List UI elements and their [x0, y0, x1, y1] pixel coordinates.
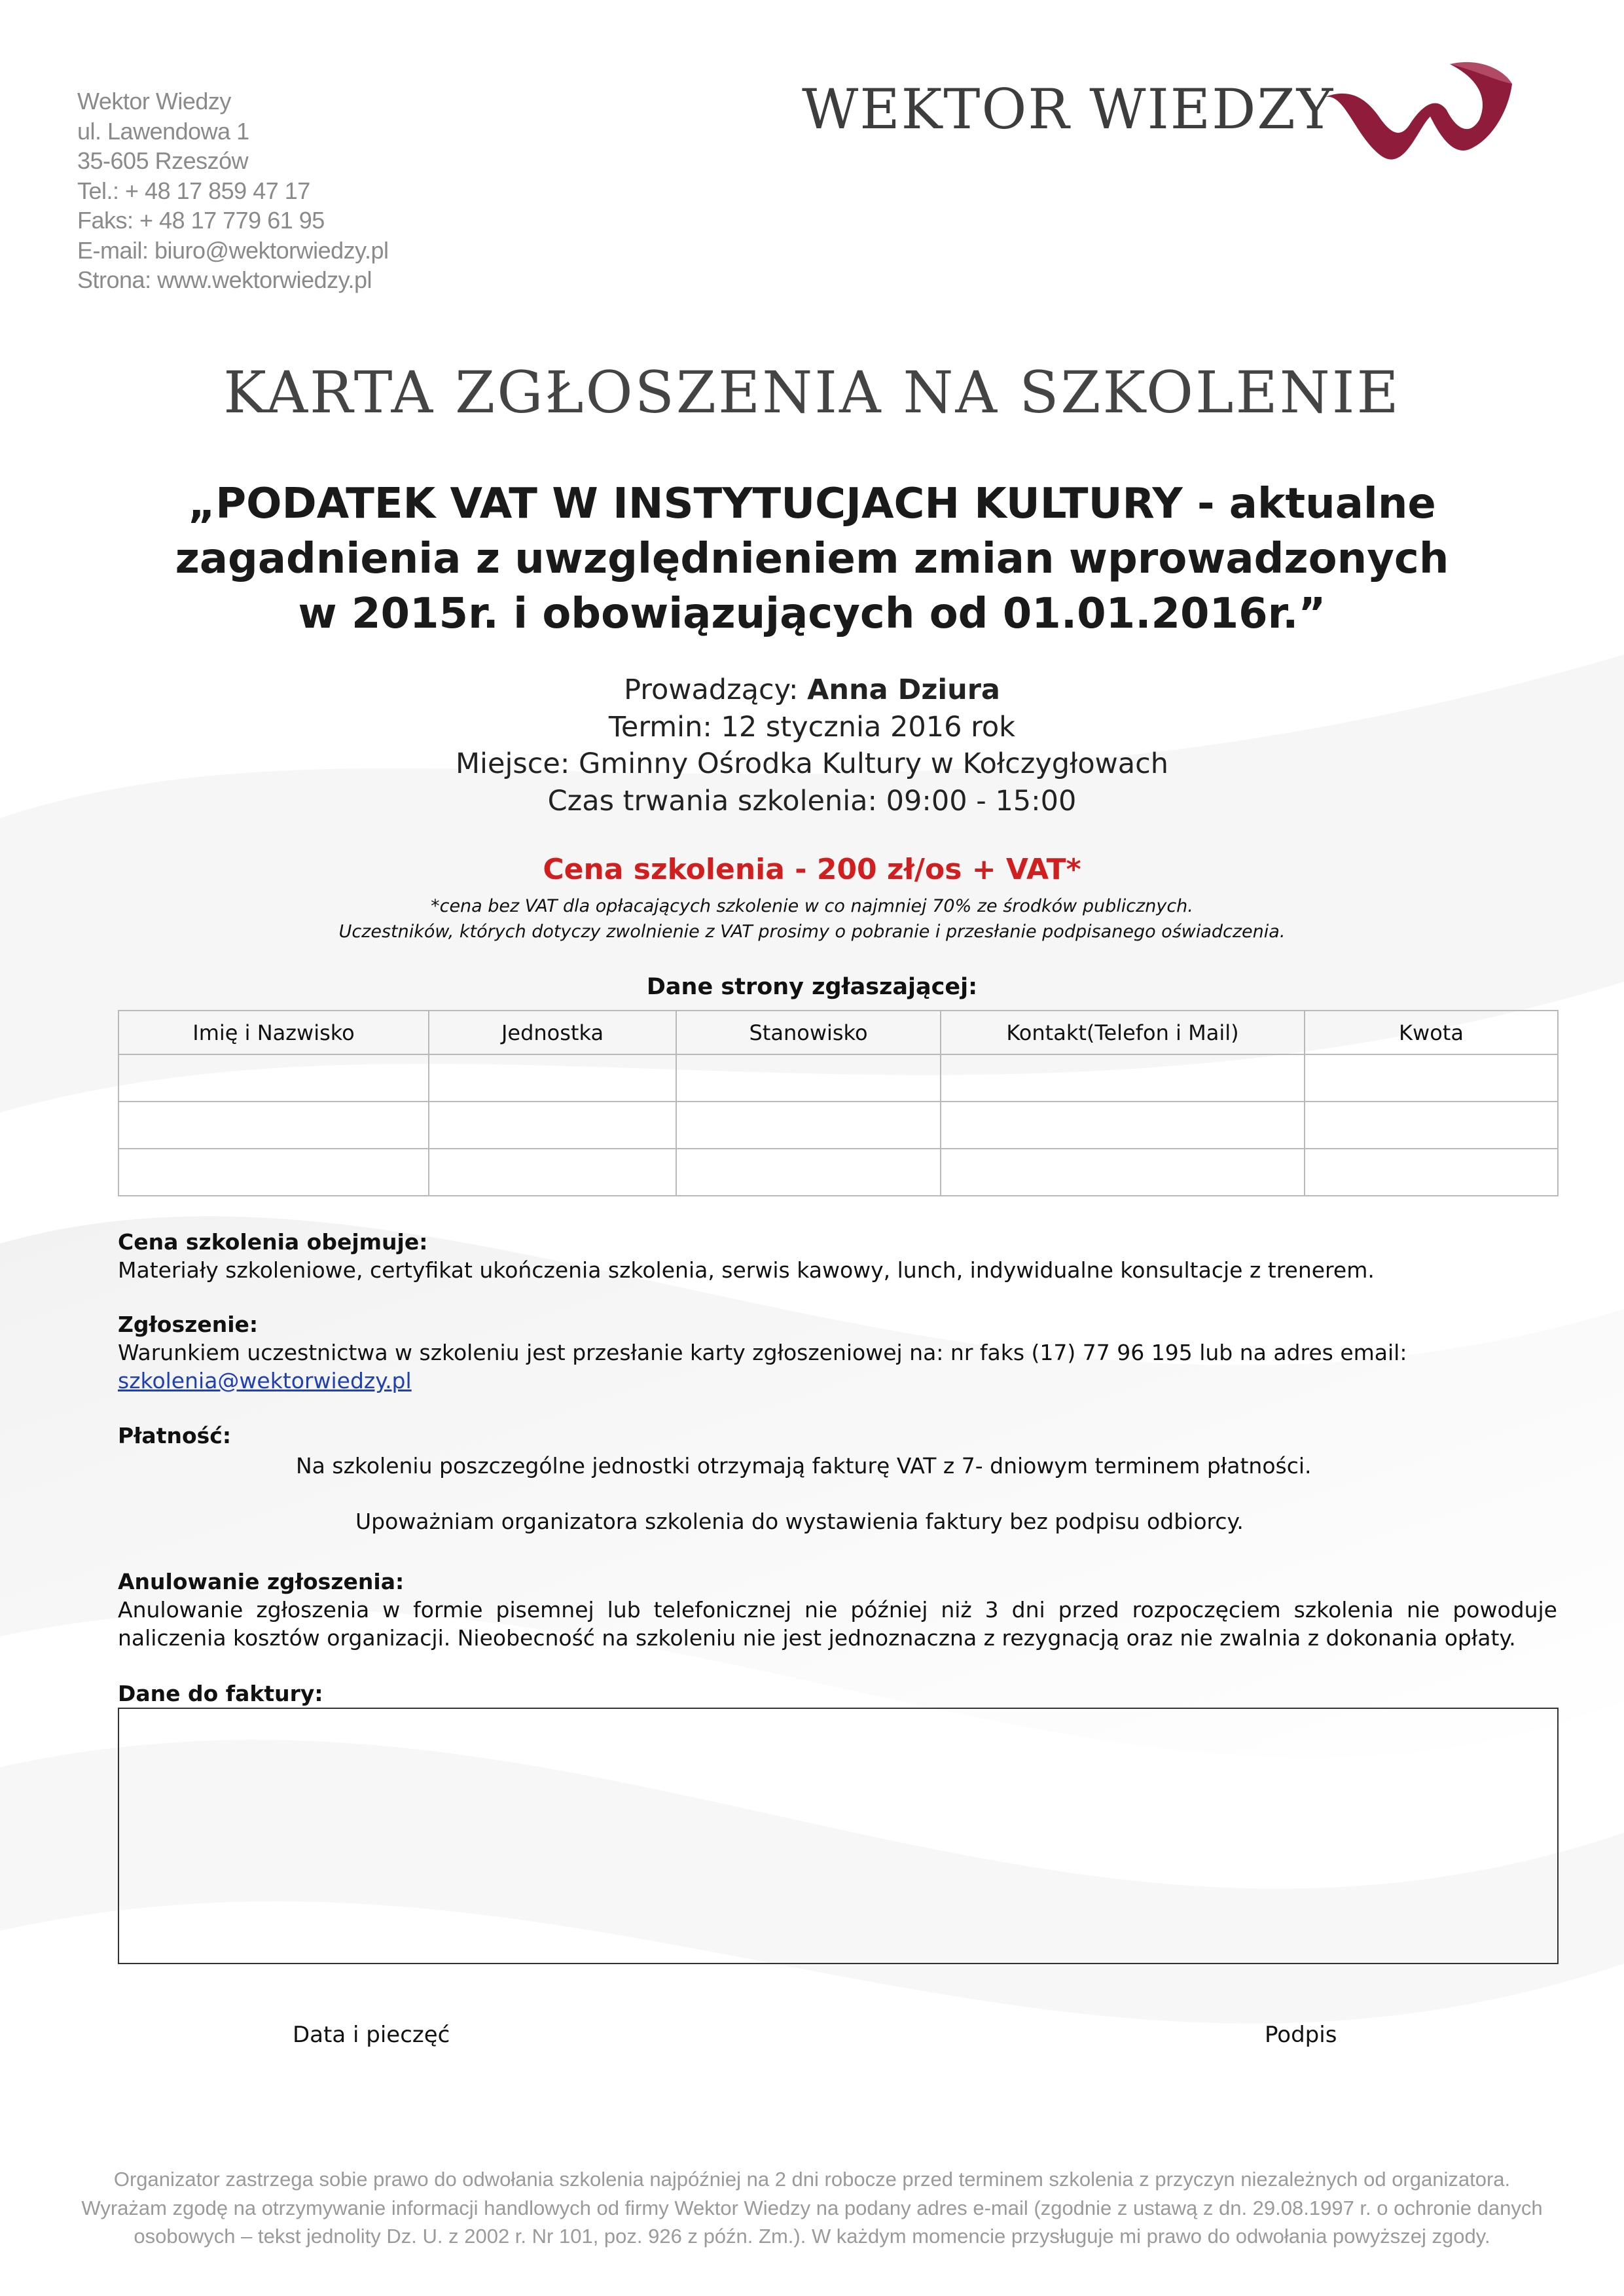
trainer-name: Anna Dziura: [807, 673, 1000, 706]
application-section: [118, 1310, 1557, 1395]
place-line: Miejsce: Gminny Ośrodka Kultury w Kołczygłowach: [455, 747, 1169, 780]
table-cell[interactable]: [676, 1054, 941, 1102]
application-heading: Zgłoszenie:: [118, 1312, 259, 1337]
vat-note-line: *cena bez VAT dla opłacających szkolenie w co najmniej 70% ze środków publicznych.: [431, 896, 1193, 916]
payment-heading: Płatność:: [118, 1423, 232, 1448]
table-cell[interactable]: [429, 1149, 676, 1196]
cancel-text: Anulowanie zgłoszenia w formie pisemnej lub telefonicznej nie później niż 3 dni przed rozpoczęciem szkolenia nie powoduje naliczenia kosztów organizacji. Nieobecność na szkoleniu nie jest jednoznaczna z rezygnacją oraz nie zwalnia z dokonania opłaty.: [118, 1597, 1557, 1651]
table-cell[interactable]: [118, 1054, 429, 1102]
duration-line: Czas trwania szkolenia: 09:00 - 15:00: [547, 784, 1077, 817]
contact-line: E-mail: biuro@wektorwiedzy.pl: [77, 236, 389, 264]
signature-label: Podpis: [1265, 2022, 1337, 2048]
invoice-section: [118, 1679, 1557, 1708]
footer-disclaimer: [0, 2165, 1624, 2251]
table-cell[interactable]: [676, 1149, 941, 1196]
course-title-line: w 2015r. i obowiązujących od 01.01.2016r.”: [298, 590, 1326, 638]
table-cell[interactable]: [941, 1102, 1305, 1149]
column-header: Kontakt(Telefon i Mail): [941, 1011, 1305, 1054]
footer-line: Organizator zastrzega sobie prawo do odwołania szkolenia najpóźniej na 2 dni robocze przed terminem szkolenia z przyczyn niezależnych od organizatora.: [113, 2168, 1511, 2191]
price-line: Cena szkolenia - 200 zł/os + VAT*: [543, 853, 1081, 886]
table-cell[interactable]: [118, 1102, 429, 1149]
logo-wordmark: WEKTOR WIEDZY: [802, 77, 1335, 141]
cancel-heading: Anulowanie zgłoszenia:: [118, 1569, 405, 1594]
table-cell[interactable]: [1305, 1102, 1558, 1149]
table-row: [118, 1102, 1558, 1149]
table-header-row: [118, 1011, 1558, 1054]
table-cell[interactable]: [941, 1149, 1305, 1196]
vat-note: [0, 893, 1624, 944]
column-header: Jednostka: [429, 1011, 676, 1054]
invoice-data-box[interactable]: [118, 1708, 1559, 1964]
contact-line: Tel.: + 48 17 859 47 17: [77, 177, 310, 204]
trainer-label: Prowadzący:: [624, 673, 808, 706]
date-line: Termin: 12 stycznia 2016 rok: [608, 710, 1016, 744]
table-cell[interactable]: [429, 1054, 676, 1102]
form-title: KARTA ZGŁOSZENIA NA SZKOLENIE: [223, 359, 1401, 426]
logo-swoosh-icon: [1319, 58, 1515, 169]
contact-line: 35-605 Rzeszów: [77, 147, 249, 174]
column-header: Kwota: [1305, 1011, 1558, 1054]
table-cell[interactable]: [1305, 1149, 1558, 1196]
trainer-line: [0, 672, 1624, 709]
course-details: [0, 672, 1624, 819]
table-cell[interactable]: [676, 1102, 941, 1149]
table-cell[interactable]: [941, 1054, 1305, 1102]
includes-text: Materiały szkoleniowe, certyfikat ukończenia szkolenia, serwis kawowy, lunch, indywidualne konsultacje z trenerem.: [118, 1257, 1375, 1283]
includes-heading: Cena szkolenia obejmuje:: [118, 1229, 428, 1255]
vat-note-line: Uczestników, których dotyczy zwolnienie z VAT prosimy o pobranie i przesłanie podpisanego oświadczenia.: [338, 922, 1286, 942]
registration-table: [118, 1010, 1559, 1196]
column-header: Stanowisko: [676, 1011, 941, 1054]
course-title: [131, 476, 1493, 641]
payment-text: Na szkoleniu poszczególne jednostki otrzymają fakturę VAT z 7- dniowym terminem płatności.: [296, 1453, 1312, 1479]
company-contact-block: [77, 86, 389, 295]
contact-line: Wektor Wiedzy: [77, 88, 231, 115]
table-cell[interactable]: [429, 1102, 676, 1149]
registration-table-title: Dane strony zgłaszającej:: [646, 974, 978, 1000]
application-text: Warunkiem uczestnictwa w szkoleniu jest przesłanie karty zgłoszeniowej na: nr faks (17) 77 96 195 lub na adres email:: [118, 1340, 1407, 1365]
column-header: Imię i Nazwisko: [118, 1011, 429, 1054]
authorization-text: Upoważniam organizatora szkolenia do wystawienia faktury bez podpisu odbiorcy.: [355, 1509, 1244, 1534]
includes-section: [118, 1228, 1557, 1284]
course-title-line: „PODATEK VAT W INSTYTUCJACH KULTURY - aktualne: [188, 480, 1436, 528]
date-stamp-label: Data i pieczęć: [293, 2022, 450, 2048]
contact-line: Faks: + 48 17 779 61 95: [77, 207, 325, 234]
table-row: [118, 1054, 1558, 1102]
footer-line: osobowych – tekst jednolity Dz. U. z 2002 r. Nr 101, poz. 926 z późn. Zm.). W każdym momencie przysługuje mi prawo do odwołania powyższej zgody.: [134, 2225, 1490, 2248]
payment-section: [118, 1422, 1557, 1450]
invoice-heading: Dane do faktury:: [118, 1681, 323, 1706]
course-title-line: zagadnienia z uwzględnieniem zmian wprowadzonych: [175, 535, 1449, 583]
table-cell[interactable]: [1305, 1054, 1558, 1102]
application-email-link[interactable]: szkolenia@wektorwiedzy.pl: [118, 1368, 412, 1393]
contact-line: Strona: www.wektorwiedzy.pl: [77, 266, 372, 293]
table-cell[interactable]: [118, 1149, 429, 1196]
cancel-section: [118, 1568, 1557, 1652]
footer-line: Wyrażam zgodę na otrzymywanie informacji handlowych od firmy Wektor Wiedzy na podany adres e-mail (zgodnie z ustawą z dn. 29.08.1997 r. o ochronie danych: [81, 2196, 1543, 2219]
contact-line: ul. Lawendowa 1: [77, 117, 249, 145]
table-row: [118, 1149, 1558, 1196]
